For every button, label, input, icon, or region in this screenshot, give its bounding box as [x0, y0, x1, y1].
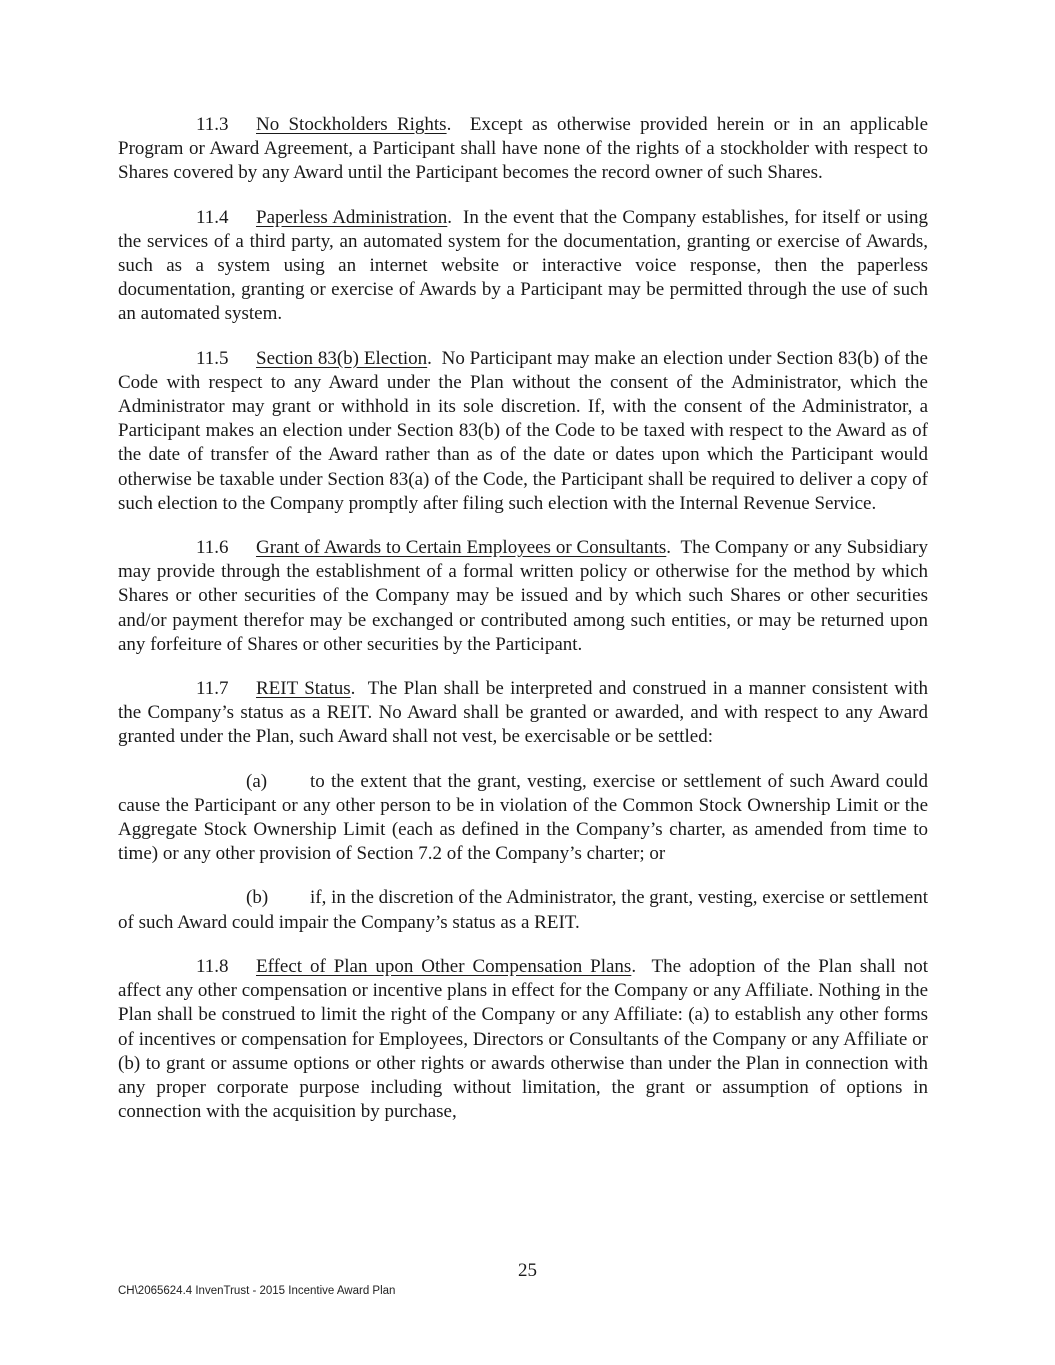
section-number: 11.7 [196, 678, 229, 700]
section-number: 11.6 [196, 537, 229, 559]
section-body: The Company or any Subsidiary may provide through the establishment of a formal written policy or otherwise for the method by which Shares or other securities of the Company may be issued and by which such Shares or other securities and/or payment therefor may be exchanged or contributed among such entities, or may be returned upon any forfeiture of Shares or other securities by the Participant. [118, 537, 928, 655]
section-heading: Effect of Plan upon Other Compensation Plans [256, 955, 632, 977]
section-11-5: 11.5 Section 83(b) Election. No Participant may make an election under Section 83(b) of the Code with respect to any Award under the Plan without the consent of the Administrator, which the Administrator may grant or withhold in its sole discretion. If, with the consent of the Administrator, a Participant makes an election under Section 83(b) of the Code to be taxed with respect to the Award as of the date of transfer of the Award rather than as of the date or dates upon which the Participant would otherwise be taxable under Section 83(a) of the Code, the Participant shall be required to deliver a copy of such election to the Company promptly after filing such election with the Internal Revenue Service. [118, 347, 928, 514]
document-body [118, 113, 928, 1144]
section-heading: Paperless Administration [256, 206, 448, 228]
section-number: 11.8 [196, 955, 229, 977]
section-heading: No Stockholders Rights [256, 114, 447, 135]
subclause-label: (a) [246, 770, 268, 792]
section-heading: Section 83(b) Election [256, 347, 428, 369]
section-body: Except as otherwise provided herein or in an applicable Program or Award Agreement, a Participant shall have none of the rights of a stockholder with respect to Shares covered by any Award until the Participant becomes the record owner of such Shares. [118, 114, 928, 184]
section-number: 11.4 [196, 206, 229, 228]
section-11-7: 11.7 REIT Status. The Plan shall be interpreted and construed in a manner consistent with the Company’s status as a REIT. No Award shall be granted or awarded, and with respect to any Award granted under the Plan, such Award shall not vest, be exercisable or be settled: [118, 678, 928, 748]
section-number: 11.3 [196, 114, 229, 135]
subclause-label: (b) [246, 887, 269, 909]
section-heading: REIT Status [256, 678, 351, 700]
section-heading: Grant of Awards to Certain Employees or Consultants [256, 537, 667, 559]
section-body: In the event that the Company establishes, for itself or using the services of a third party, an automated system for the documentation, granting or exercise of Awards, such as a system using an internet website or interactive voice response, then the paperless documentation, granting or exercise of Awards by a Participant may be permitted through the use of such an automated system. [118, 206, 928, 325]
subclause-body: to the extent that the grant, vesting, exercise or settlement of such Award could cause the Participant or any other person to be in violation of the Common Stock Ownership Limit or the Aggregate Stock Ownership Limit (each as defined in the Company’s charter, as amended from time to time) or any other provision of Section 7.2 of the Company’s charter; or [118, 770, 928, 865]
section-body: The adoption of the Plan shall not affect any other compensation or incentive plans in effect for the Company or any Affiliate. Nothing in the Plan shall be construed to limit the right of the Company or any Affiliate: (a) to establish any other forms of incentives or compensation for Employees, Directors or Consultants of the Company or any Affiliate or (b) to grant or assume options or other rights or awards otherwise than under the Plan in connection with any proper corporate purpose including without limitation, the grant or assumption of options in connection with the acquisition by purchase, [118, 955, 928, 1123]
subclause-b [118, 886, 928, 934]
section-11-8: 11.8 Effect of Plan upon Other Compensation Plans. The adoption of the Plan shall not affect any other compensation or incentive plans in effect for the Company or any Affiliate. Nothing in the Plan shall be construed to limit the right of the Company or any Affiliate: (a) to establish any other forms of incentives or compensation for Employees, Directors or Consultants of the Company or any Affiliate or (b) to grant or assume options or other rights or awards otherwise than under the Plan in connection with any proper corporate purpose including without limitation, the grant or assumption of options in connection with the acquisition by purchase, [118, 955, 928, 1123]
page-number: 25 [518, 1260, 537, 1281]
subclause-a [118, 770, 928, 867]
section-body: No Participant may make an election under Section 83(b) of the Code with respect to any Award under the Plan without the consent of the Administrator, which the Administrator may grant or withhold in its sole discretion. If, with the consent of the Administrator, a Participant makes an election under Section 83(b) of the Code to be taxed with respect to the Award as of the date of transfer of the Award rather than as of the date or dates upon which the Participant would otherwise be taxable under Section 83(a) of the Code, the Participant shall be required to deliver a copy of such election to the Company promptly after filing such election with the Internal Revenue Service. [118, 347, 928, 514]
subclause-body: if, in the discretion of the Administrator, the grant, vesting, exercise or settlement of such Award could impair the Company’s status as a REIT. [118, 887, 928, 933]
section-number: 11.5 [196, 347, 229, 369]
section-11-4: 11.4 Paperless Administration. In the event that the Company establishes, for itself or using the services of a third party, an automated system for the documentation, granting or exercise of Awards, such as a system using an internet website or interactive voice response, then the paperless documentation, granting or exercise of Awards by a Participant may be permitted through the use of such an automated system. [118, 206, 928, 325]
section-body: The Plan shall be interpreted and construed in a manner consistent with the Company’s status as a REIT. No Award shall be granted or awarded, and with respect to any Award granted under the Plan, such Award shall not vest, be exercisable or be settled: [118, 678, 928, 748]
section-11-3: 11.3 No Stockholders Rights. Except as otherwise provided herein or in an applicable Program or Award Agreement, a Participant shall have none of the rights of a stockholder with respect to Shares covered by any Award until the Participant becomes the record owner of such Shares. [118, 114, 928, 184]
section-11-6: 11.6 Grant of Awards to Certain Employees or Consultants. The Company or any Subsidiary may provide through the establishment of a formal written policy or otherwise for the method by which Shares or other securities of the Company may be issued and by which such Shares or other securities and/or payment therefor may be exchanged or contributed among such entities, or may be returned upon any forfeiture of Shares or other securities by the Participant. [118, 537, 928, 655]
document-footer: CH\2065624.4 InvenTrust - 2015 Incentive Award Plan [118, 1285, 396, 1297]
